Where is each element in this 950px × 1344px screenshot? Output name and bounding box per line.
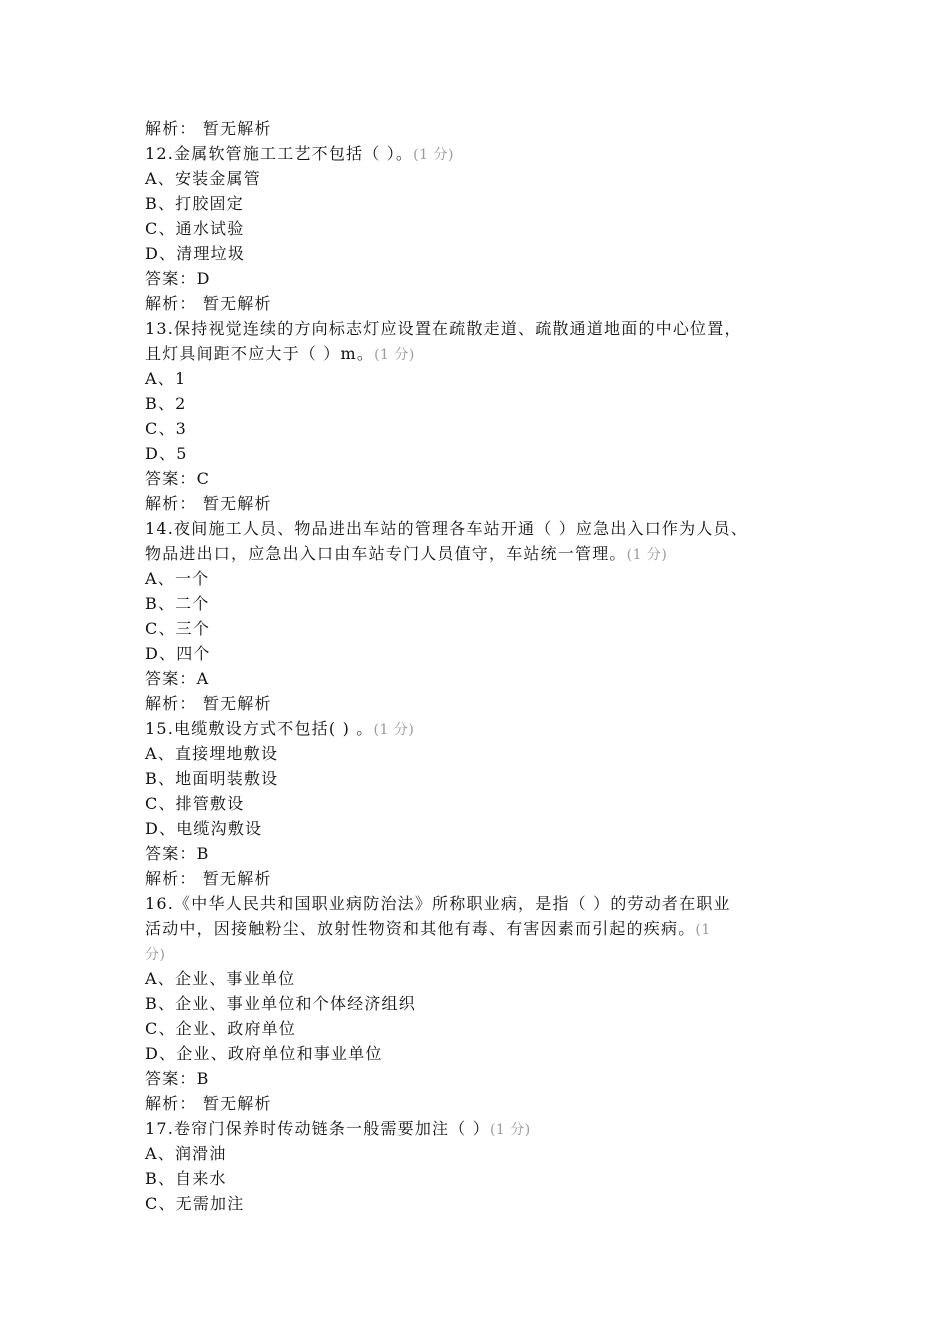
question-16-score-part-2: 分) <box>145 947 166 963</box>
question-13-stem-line-1: 13.保持视觉连续的方向标志灯应设置在疏散走道、疏散通道地面的中心位置， <box>145 319 742 338</box>
question-12-option-d: D、清理垃圾 <box>145 244 246 263</box>
question-15-option-c: C、排管敷设 <box>145 794 245 813</box>
question-17-stem: 17.卷帘门保养时传动链条一般需要加注（ ）(1 分) <box>145 1119 531 1138</box>
question-15-score: (1 分) <box>373 722 415 738</box>
question-12-option-b: B、打胶固定 <box>145 194 244 213</box>
question-16-option-b: B、企业、事业单位和个体经济组织 <box>145 994 416 1013</box>
question-14-option-d: D、四个 <box>145 644 211 663</box>
question-12-stem: 12.金属软管施工工艺不包括（ ）。(1 分) <box>145 144 454 163</box>
question-14-explanation: 解析： 暂无解析 <box>145 694 272 713</box>
question-14-answer: 答案：A <box>145 669 210 688</box>
question-16-option-a: A、企业、事业单位 <box>145 969 296 988</box>
question-14-stem-line-1: 14.夜间施工人员、物品进出车站的管理各车站开通（ ）应急出入口作为人员、 <box>145 519 748 538</box>
question-16-stem-line-3 <box>145 941 825 966</box>
question-15-explanation: 解析： 暂无解析 <box>145 869 272 888</box>
question-13-explanation: 解析： 暂无解析 <box>145 494 272 513</box>
question-13-option-d: D、5 <box>145 444 188 463</box>
question-16-option-d: D、企业、政府单位和事业单位 <box>145 1044 383 1063</box>
question-15-answer: 答案：B <box>145 844 210 863</box>
question-13-option-a: A、1 <box>145 369 187 388</box>
question-15-option-b: B、地面明装敷设 <box>145 769 279 788</box>
question-15-stem: 15.电缆敷设方式不包括( ) 。(1 分) <box>145 719 415 738</box>
question-15-option-a: A、直接埋地敷设 <box>145 744 279 763</box>
question-16-stem-line-1: 16.《中华人民共和国职业病防治法》所称职业病，是指（ ）的劳动者在职业 <box>145 894 731 913</box>
question-11-explanation: 解析： 暂无解析 <box>145 119 272 138</box>
question-17-option-b: B、自来水 <box>145 1169 227 1188</box>
question-14-option-c: C、三个 <box>145 619 211 638</box>
question-14-option-a: A、一个 <box>145 569 210 588</box>
question-12-explanation: 解析： 暂无解析 <box>145 294 272 313</box>
question-12-option-a: A、安装金属管 <box>145 169 261 188</box>
question-15-option-d: D、电缆沟敷设 <box>145 819 263 838</box>
question-16-explanation: 解析： 暂无解析 <box>145 1094 272 1113</box>
document-page <box>145 116 825 1216</box>
question-13-option-c: C、3 <box>145 419 188 438</box>
question-16-answer: 答案：B <box>145 1069 210 1088</box>
question-13-score: (1 分) <box>374 347 415 363</box>
question-14-stem-line-2: 物品进出口，应急出入口由车站专门人员值守，车站统一管理。(1 分) <box>145 544 668 563</box>
question-13-option-b: B、2 <box>145 394 187 413</box>
question-13-answer: 答案：C <box>145 469 211 488</box>
question-12-option-c: C、通水试验 <box>145 219 245 238</box>
question-16-stem-line-2: 活动中，因接触粉尘、放射性物资和其他有毒、有害因素而引起的疾病。(1 <box>145 919 711 938</box>
question-13-stem-line-2: 且灯具间距不应大于（ ）m。(1 分) <box>145 344 415 363</box>
question-16-score-part-1: (1 <box>695 922 711 938</box>
question-14-option-b: B、二个 <box>145 594 210 613</box>
question-12-answer: 答案：D <box>145 269 211 288</box>
question-17-option-a: A、润滑油 <box>145 1144 227 1163</box>
question-17-score: (1 分) <box>489 1122 531 1138</box>
question-14-score: (1 分) <box>626 547 668 563</box>
question-16-option-c: C、企业、政府单位 <box>145 1019 297 1038</box>
question-17-option-c: C、无需加注 <box>145 1194 245 1213</box>
question-12-score: (1 分) <box>413 147 454 163</box>
